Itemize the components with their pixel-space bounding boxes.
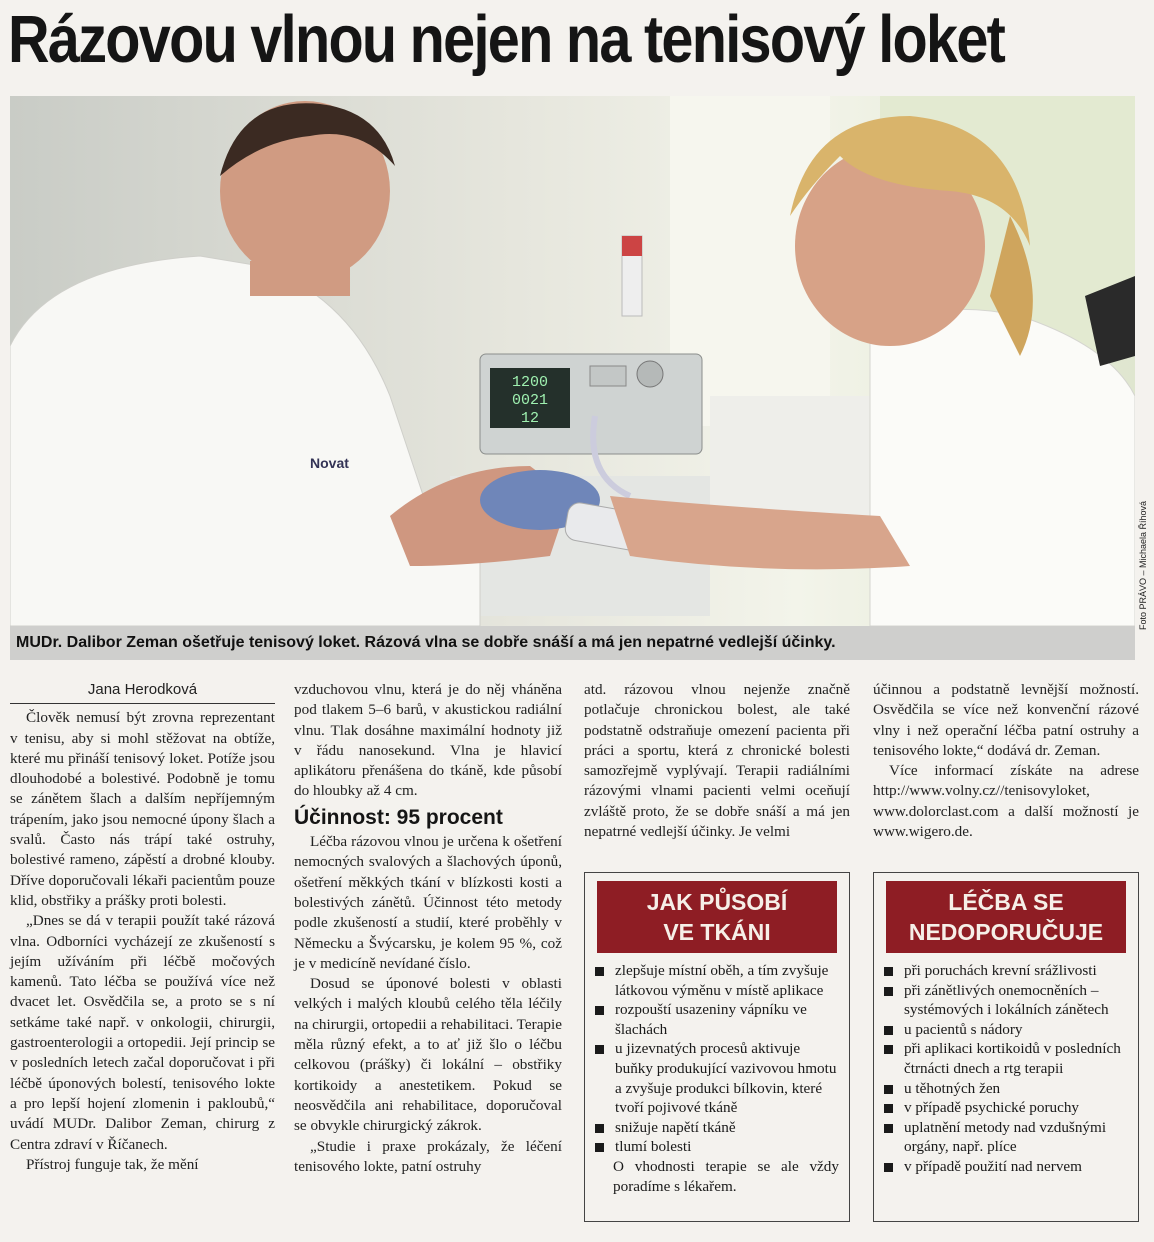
list-item: snižuje napětí tkáně: [593, 1118, 839, 1138]
bullet-list: [593, 961, 839, 1157]
paragraph: vzduchovou vlnu, která je do něj vháněna pod tlakem 5–6 barů, v akustickou radiální vlnu. Tlak dosáhne maximální hodnoty již v řádu nanosekund. Vlna je hlavicí aplikátoru přenášena do tkáně, kde působí do hloubky až 4 cm.: [294, 681, 562, 800]
bullet-list: [882, 961, 1128, 1177]
info-box-how-it-works: [584, 872, 850, 1222]
list-item: v případě psychické poruchy: [882, 1098, 1128, 1118]
photo-credit: Foto PRÁVO – Michaela Říhová: [1138, 500, 1148, 630]
box-note: O vhodnosti terapie se ale vždy poradíme s lékařem.: [613, 1157, 839, 1195]
paragraph: „Dnes se dá v terapii použít také rázová vlna. Odborníci vycházejí ze zkušeností s jejím užíváním při léčbě močových kamenů. Tato léčba se používá více než dvacet let. Osvědčila se, a proto se s ní setkáme také např. v onkologii, chirurgii, gastroenterologii a ortopedii. Její princip se v posledních letech začal doporučovat i při léčbě úponových bolestí, tenisového lokte a pro lepší hojení zlomenin i pakloubů,“ uvádí MUDr. Dalibor Zeman, chirurg z Centra zdraví v Říčanech.: [10, 912, 275, 1153]
info-box-title: [597, 881, 837, 953]
device-display-line: 12: [520, 410, 540, 427]
article-column-1: [10, 680, 275, 1175]
list-item: při poruchách krevní srážlivosti: [882, 961, 1128, 981]
device-display-line: 1200: [511, 374, 549, 391]
article-column-4: [873, 680, 1139, 842]
paragraph: Více informací získáte na adrese http://www.volny.cz//tenisovyloket, www.dolorclast.com a další možností je www.wigero.de.: [873, 762, 1139, 841]
list-item: rozpouští usazeniny vápníku ve šlachách: [593, 1000, 839, 1039]
info-box-title: [886, 881, 1126, 953]
list-item: v případě použití nad nervem: [882, 1157, 1128, 1177]
subheading: Účinnost: 95 procent: [294, 805, 503, 829]
headline: Rázovou vlnou nejen na tenisový loket: [8, 2, 1005, 77]
list-item: zlepšuje místní oběh, a tím zvyšuje látkovou výměnu v místě aplikace: [593, 961, 839, 1000]
list-item: při zánětlivých onemocněních – systémových i lokálních zánětech: [882, 981, 1128, 1020]
paragraph: „Studie i praxe prokázaly, že léčení tenisového lokte, patní ostruhy: [294, 1137, 562, 1175]
list-item: u těhotných žen: [882, 1079, 1128, 1099]
list-item: u pacientů s nádory: [882, 1020, 1128, 1040]
paragraph: Dosud se úponové bolesti v oblasti velkých i malých kloubů celého těla léčily na chirurgii, ortopedii a rehabilitaci. Terapie měla různý efekt, a to ať již šlo o léčbu celkovou (prášky) či lokální – obstřiky kortikoidy a anestetikem. Pokud se neosvědčila ani rehabilitace, doporučoval se obvykle chirurgický zákrok.: [294, 975, 562, 1135]
title-line: JAK PŮSOBÍ: [646, 889, 788, 915]
shirt-logo: Novat: [310, 455, 349, 471]
list-item: při aplikaci kortikoidů v posledních čtrnácti dnech a rtg terapii: [882, 1039, 1128, 1078]
article-photo: [10, 96, 1135, 626]
photo-illustration: [10, 96, 1135, 626]
list-item: uplatnění metody nad vzdušnými orgány, např. plíce: [882, 1118, 1128, 1157]
title-line: NEDOPORUČUJE: [908, 919, 1104, 945]
photo-caption: MUDr. Dalibor Zeman ošetřuje tenisový loket. Rázová vlna se dobře snáší a má jen nepatrné vedlejší účinky.: [10, 626, 1135, 660]
list-item: tlumí bolesti: [593, 1137, 839, 1157]
info-box-not-recommended: [873, 872, 1139, 1222]
title-line: VE TKÁNI: [663, 919, 771, 945]
title-line: LÉČBA SE: [948, 889, 1064, 915]
article-column-2: [294, 680, 562, 1177]
device-display-line: 0021: [511, 392, 549, 409]
paragraph: Člověk nemusí být zrovna reprezentant v tenisu, aby si mohl stěžovat na obtíže, které mu přináší tenisový loket. Potíže jsou dlouhodobé a bolestivé. Podobně je tomu se zánětem šlach a dalším nepříjemným trápením, jako jsou nemocné úpony šlach a svalů. Často nás trápí také ostruhy, bolestivé rameno, zápěstí a drobné klouby. Dříve doporučovali lékaři pacientům pouze klid, obstřiky a prášky proti bolesti.: [10, 709, 275, 909]
paragraph: Přístroj funguje tak, že mění: [26, 1155, 199, 1173]
paragraph: účinnou a podstatně levnější možností. Osvědčila se více než konvenční rázové vlny i než operační léčba patní ostruhy a tenisového lokte,“ dodává dr. Zeman.: [873, 681, 1139, 759]
paragraph: Léčba rázovou vlnou je určena k ošetření nemocných svalových a šlachových úponů, ošetření měkkých tkání v blízkosti kosti a bolestivých zánětů. Účinnost této metody podle zkušeností a studií, které proběhly v Německu a Švýcarsku, je kolem 95 %, což je v medicíně nevídané číslo.: [294, 833, 562, 972]
author-byline: Jana Herodková: [10, 680, 275, 704]
list-item: u jizevnatých procesů aktivuje buňky produkující vazivovou hmotu a zvyšuje produkci bílkovin, které tvoří pojivové tkáně: [593, 1039, 839, 1117]
article-column-3: [584, 680, 850, 842]
paragraph: atd. rázovou vlnou nejenže značně potlačuje chronickou bolest, ale také podstatně odstraňuje omezení pacienta při práci a sportu, která z chronické bolesti samozřejmě vyplývají. Terapii radiálními rázovými vlnami pacienti velmi oceňují zvláště proto, že se dobře snáší a má jen nepatrné vedlejší účinky. Je velmi: [584, 681, 850, 841]
